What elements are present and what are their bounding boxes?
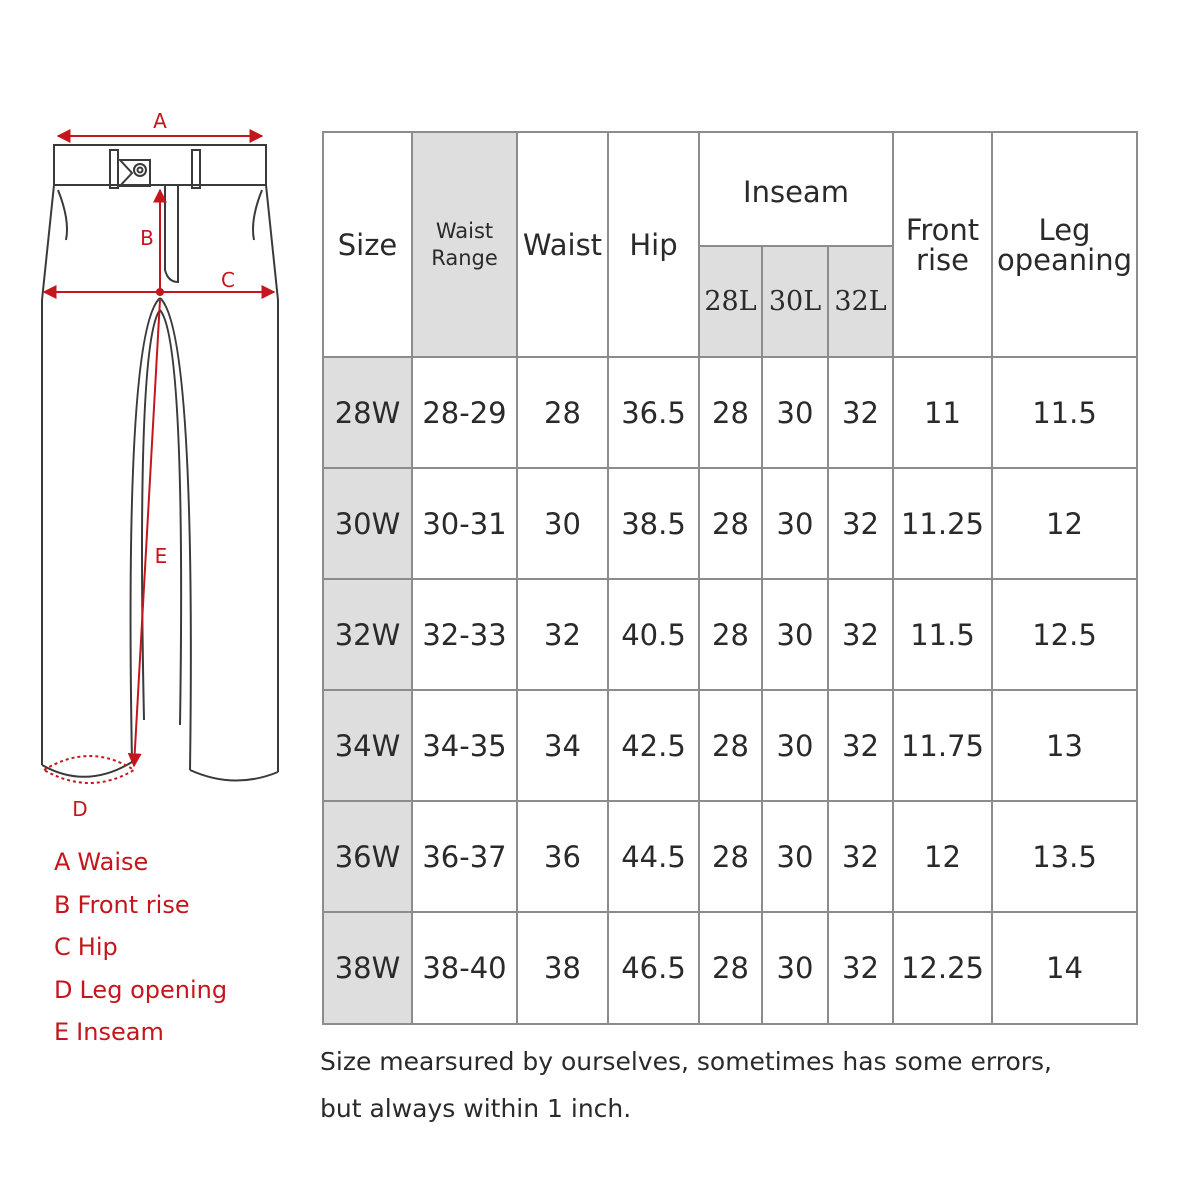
- legend-label: Front rise: [77, 890, 190, 919]
- cell-inseam-28l: 28: [699, 912, 762, 1024]
- header-inseam-32l: 32L: [828, 246, 893, 357]
- header-waist-range-line2: Range: [431, 245, 498, 270]
- header-front-rise-line2: rise: [916, 242, 969, 277]
- header-leg-opening-line2: opeaning: [997, 242, 1132, 277]
- cell-inseam-30l: 30: [762, 690, 828, 801]
- measurement-legend: [54, 846, 227, 1059]
- legend-label: Hip: [77, 933, 118, 962]
- cell-front-rise: 11: [893, 357, 992, 468]
- legend-item-e: [54, 1016, 227, 1059]
- header-waist-range: [412, 132, 517, 357]
- cell-hip: 44.5: [608, 801, 699, 912]
- cell-front-rise: 11.25: [893, 468, 992, 579]
- cell-size: 28W: [323, 357, 412, 468]
- table-row: [323, 468, 1137, 579]
- cell-leg-opening: 11.5: [992, 357, 1137, 468]
- header-hip: Hip: [608, 132, 699, 357]
- size-chart-table: [322, 131, 1138, 1025]
- cell-waist: 30: [517, 468, 608, 579]
- legend-label: Waise: [77, 848, 149, 876]
- cell-waist: 38: [517, 912, 608, 1024]
- legend-letter: D: [54, 975, 73, 1004]
- cell-waist-range: 38-40: [412, 912, 517, 1024]
- cell-hip: 46.5: [608, 912, 699, 1024]
- cell-inseam-32l: 32: [828, 579, 893, 690]
- header-leg-opening: [992, 132, 1137, 357]
- measure-lines: [44, 136, 274, 783]
- cell-waist: 36: [517, 801, 608, 912]
- cell-inseam-30l: 30: [762, 801, 828, 912]
- legend-letter: A: [54, 848, 71, 876]
- cell-waist: 34: [517, 690, 608, 801]
- cell-inseam-28l: 28: [699, 468, 762, 579]
- diagram-label-d: D: [72, 797, 88, 821]
- diagram-label-e: E: [154, 544, 168, 568]
- table-row: [323, 801, 1137, 912]
- table-row: [323, 357, 1137, 468]
- header-inseam: Inseam: [699, 132, 893, 246]
- cell-waist: 28: [517, 357, 608, 468]
- pants-diagram: [0, 0, 300, 830]
- cell-leg-opening: 12: [992, 468, 1137, 579]
- header-front-rise-line1: Front: [905, 212, 980, 247]
- table-row: [323, 579, 1137, 690]
- cell-front-rise: 12: [893, 801, 992, 912]
- legend-label: Inseam: [76, 1018, 164, 1047]
- note-line-2: but always within 1 inch.: [320, 1094, 632, 1123]
- header-front-rise: [893, 132, 992, 357]
- cell-waist-range: 36-37: [412, 801, 517, 912]
- header-inseam-30l: 30L: [762, 246, 828, 357]
- legend-item-c: [54, 931, 227, 974]
- cell-size: 38W: [323, 912, 412, 1024]
- cell-size: 34W: [323, 690, 412, 801]
- legend-label: Leg opening: [79, 975, 228, 1004]
- note-line-1: Size mearsured by ourselves, sometimes has some errors,: [320, 1047, 1053, 1076]
- header-waist-range-line1: Waist: [435, 218, 494, 243]
- cell-leg-opening: 12.5: [992, 579, 1137, 690]
- cell-inseam-32l: 32: [828, 690, 893, 801]
- table-row: [323, 912, 1137, 1024]
- table-row: [323, 690, 1137, 801]
- legend-item-b: [54, 889, 227, 932]
- cell-inseam-28l: 28: [699, 801, 762, 912]
- cell-waist: 32: [517, 579, 608, 690]
- cell-front-rise: 12.25: [893, 912, 992, 1024]
- cell-leg-opening: 13.5: [992, 801, 1137, 912]
- cell-inseam-32l: 32: [828, 912, 893, 1024]
- legend-letter: C: [54, 933, 71, 962]
- cell-inseam-28l: 28: [699, 690, 762, 801]
- diagram-label-c: C: [221, 268, 235, 292]
- cell-size: 30W: [323, 468, 412, 579]
- cell-hip: 36.5: [608, 357, 699, 468]
- cell-hip: 40.5: [608, 579, 699, 690]
- cell-waist-range: 34-35: [412, 690, 517, 801]
- legend-item-d: [54, 974, 227, 1017]
- cell-inseam-30l: 30: [762, 912, 828, 1024]
- cell-inseam-28l: 28: [699, 357, 762, 468]
- legend-letter: B: [54, 890, 71, 919]
- legend-letter: E: [54, 1018, 70, 1047]
- size-note: [320, 1038, 1180, 1132]
- cell-inseam-32l: 32: [828, 468, 893, 579]
- cell-inseam-30l: 30: [762, 579, 828, 690]
- cell-size: 36W: [323, 801, 412, 912]
- cell-waist-range: 32-33: [412, 579, 517, 690]
- cell-waist-range: 30-31: [412, 468, 517, 579]
- header-waist: Waist: [517, 132, 608, 357]
- cell-leg-opening: 14: [992, 912, 1137, 1024]
- cell-inseam-30l: 30: [762, 468, 828, 579]
- legend-item-a: [54, 846, 227, 889]
- cell-front-rise: 11.5: [893, 579, 992, 690]
- cell-size: 32W: [323, 579, 412, 690]
- cell-hip: 38.5: [608, 468, 699, 579]
- cell-waist-range: 28-29: [412, 357, 517, 468]
- diagram-label-a: A: [153, 109, 167, 133]
- header-size: Size: [323, 132, 412, 357]
- cell-hip: 42.5: [608, 690, 699, 801]
- cell-front-rise: 11.75: [893, 690, 992, 801]
- diagram-label-b: B: [140, 226, 154, 250]
- cell-inseam-30l: 30: [762, 357, 828, 468]
- cell-leg-opening: 13: [992, 690, 1137, 801]
- header-inseam-28l: 28L: [699, 246, 762, 357]
- cell-inseam-28l: 28: [699, 579, 762, 690]
- header-leg-opening-line1: Leg: [1038, 212, 1091, 247]
- cell-inseam-32l: 32: [828, 357, 893, 468]
- cell-inseam-32l: 32: [828, 801, 893, 912]
